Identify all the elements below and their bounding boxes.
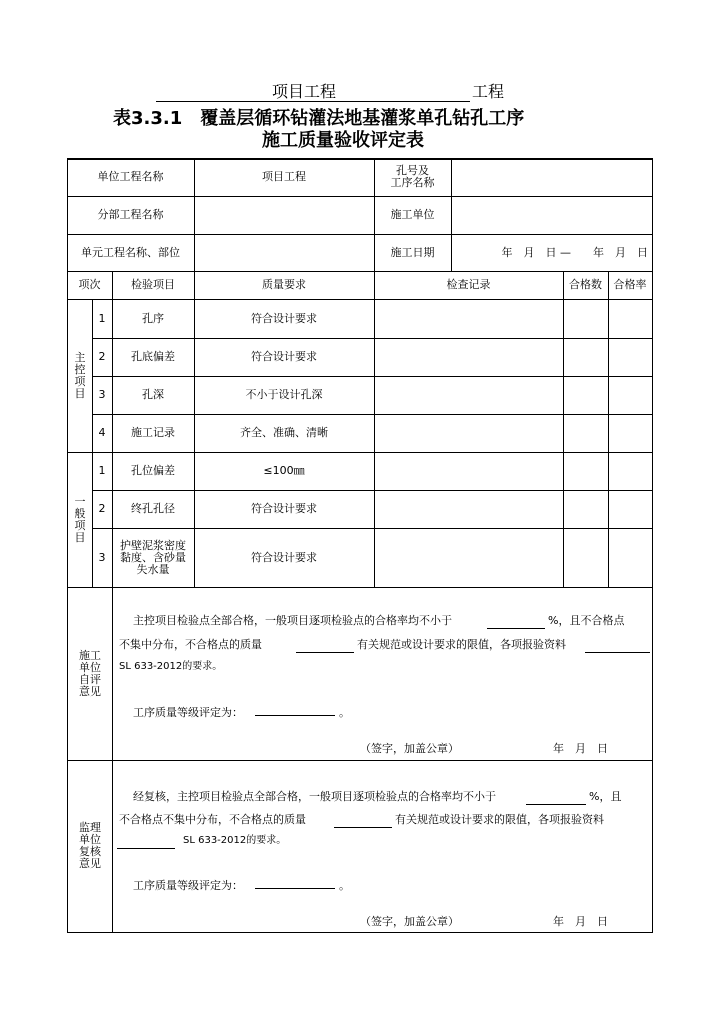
main-row-2-no: 2 bbox=[98, 350, 106, 363]
contractor-sign-date[interactable]: 年 月 日 bbox=[553, 742, 608, 755]
unit-project-value[interactable]: 项目工程 bbox=[262, 170, 306, 183]
general-row-2-no: 2 bbox=[98, 502, 106, 515]
contractor-label: 施工单位 bbox=[390, 208, 435, 221]
supervisor-quality-blank[interactable] bbox=[334, 827, 392, 828]
main-row-1-req: 符合设计要求 bbox=[251, 311, 317, 325]
supervisor-eval-line3: SL 633-2012的要求。 bbox=[183, 835, 287, 846]
main-row-1-no: 1 bbox=[98, 311, 106, 325]
contractor-eval-line2b: 有关规范或设计要求的限值，各项报验资料 bbox=[357, 638, 566, 651]
contractor-grade-end: 。 bbox=[339, 706, 350, 719]
hole-process-value[interactable] bbox=[451, 158, 652, 196]
division-project-label: 分部工程名称 bbox=[97, 208, 164, 221]
contractor-eval-line2a: 不集中分布，不合格点的质量 bbox=[119, 638, 262, 651]
col-check-item: 检验项目 bbox=[131, 278, 175, 291]
general-row-1-item: 孔位偏差 bbox=[131, 464, 175, 477]
supervisor-grade-end: 。 bbox=[339, 879, 350, 892]
contractor-eval-line1a: 主控项目检验点全部合格，一般项目逐项检验点的合格率均不小于 bbox=[133, 614, 452, 627]
supervisor-eval-line2a: 不合格点不集中分布，不合格点的质量 bbox=[119, 813, 306, 826]
element-project-label: 单元工程名称、部位 bbox=[81, 245, 180, 259]
col-quality-req: 质量要求 bbox=[262, 278, 306, 291]
main-row-4-item: 施工记录 bbox=[131, 426, 175, 439]
contractor-eval-line1b: %，且不合格点 bbox=[548, 614, 625, 627]
project-underline bbox=[156, 101, 470, 102]
general-row-3-req: 符合设计要求 bbox=[251, 550, 317, 564]
contractor-eval-line3: SL 633-2012的要求。 bbox=[119, 661, 223, 672]
main-row-4-no: 4 bbox=[98, 426, 106, 439]
element-project-value[interactable] bbox=[194, 234, 374, 271]
general-row-3-no: 3 bbox=[98, 550, 106, 564]
supervisor-eval-label: 监理单位复核意见 bbox=[79, 821, 101, 870]
supervisor-sign-label[interactable]: （签字，加盖公章） bbox=[360, 915, 459, 928]
hole-process-label: 孔号及 工序名称 bbox=[390, 164, 435, 189]
contractor-value[interactable] bbox=[451, 196, 652, 234]
form-subtitle: 施工质量验收评定表 bbox=[262, 130, 424, 151]
general-items-group-label: 一般项目 bbox=[74, 494, 86, 544]
supervisor-eval-line1b: %，且 bbox=[589, 790, 622, 803]
col-line bbox=[112, 587, 113, 932]
construction-date-label: 施工日期 bbox=[390, 245, 435, 259]
general-row-2-item: 终孔孔径 bbox=[131, 502, 175, 515]
contractor-quality-blank[interactable] bbox=[296, 652, 354, 653]
main-row-1-item: 孔序 bbox=[142, 311, 164, 325]
main-row-3-req: 不小于设计孔深 bbox=[245, 388, 323, 401]
supervisor-sign-date[interactable]: 年 月 日 bbox=[553, 915, 608, 928]
col-pass-count: 合格数 bbox=[569, 278, 602, 291]
supervisor-docs-blank[interactable] bbox=[117, 848, 175, 849]
col-inspection-record: 检查记录 bbox=[446, 278, 491, 291]
contractor-grade-label: 工序质量等级评定为： bbox=[133, 706, 243, 719]
general-row-3-item: 护壁泥浆密度 黏度、含砂量 失水量 bbox=[120, 538, 186, 576]
table-right-border bbox=[652, 158, 653, 932]
col-line bbox=[563, 271, 564, 587]
division-project-value[interactable] bbox=[194, 196, 374, 234]
unit-project-label: 单位工程名称 bbox=[97, 170, 164, 183]
general-row-1-req: ≤100㎜ bbox=[263, 464, 305, 477]
contractor-sign-label[interactable]: （签字，加盖公章） bbox=[360, 742, 459, 755]
col-line bbox=[608, 271, 609, 587]
supervisor-eval-line2b: 有关规范或设计要求的限值，各项报验资料 bbox=[395, 813, 604, 826]
supervisor-eval-line1a: 经复核，主控项目检验点全部合格，一般项目逐项检验点的合格率均不小于 bbox=[133, 790, 496, 803]
contractor-rate-blank[interactable] bbox=[487, 628, 545, 629]
project-name: 项目工程 bbox=[272, 82, 337, 101]
general-row-2-req: 符合设计要求 bbox=[251, 502, 317, 515]
row-line bbox=[67, 587, 653, 588]
main-row-2-item: 孔底偏差 bbox=[131, 350, 175, 363]
col-item-no: 项次 bbox=[78, 278, 101, 291]
supervisor-grade-label: 工序质量等级评定为： bbox=[133, 879, 243, 892]
contractor-eval-label: 施工单位自评意见 bbox=[79, 648, 101, 698]
project-suffix: 工程 bbox=[472, 82, 505, 101]
general-row-1-no: 1 bbox=[98, 464, 106, 477]
col-line bbox=[374, 271, 375, 587]
contractor-grade-blank[interactable] bbox=[255, 715, 335, 716]
main-items-group-label: 主控项目 bbox=[74, 350, 86, 400]
main-row-4-req: 齐全、准确、清晰 bbox=[240, 426, 328, 439]
construction-date-value[interactable]: 年 月 日 — 年 月 日 bbox=[501, 245, 648, 259]
contractor-docs-blank[interactable] bbox=[585, 652, 650, 653]
row-line bbox=[67, 760, 653, 761]
supervisor-rate-blank[interactable] bbox=[526, 804, 586, 805]
supervisor-grade-blank[interactable] bbox=[255, 888, 335, 889]
main-row-3-item: 孔深 bbox=[142, 388, 164, 401]
col-pass-rate: 合格率 bbox=[613, 278, 647, 291]
table-bottom-border bbox=[67, 932, 653, 933]
form-title: 表3.3.1 覆盖层循环钻灌法地基灌浆单孔钻孔工序 bbox=[113, 108, 525, 129]
main-row-2-req: 符合设计要求 bbox=[251, 350, 317, 363]
main-row-3-no: 3 bbox=[98, 388, 106, 401]
